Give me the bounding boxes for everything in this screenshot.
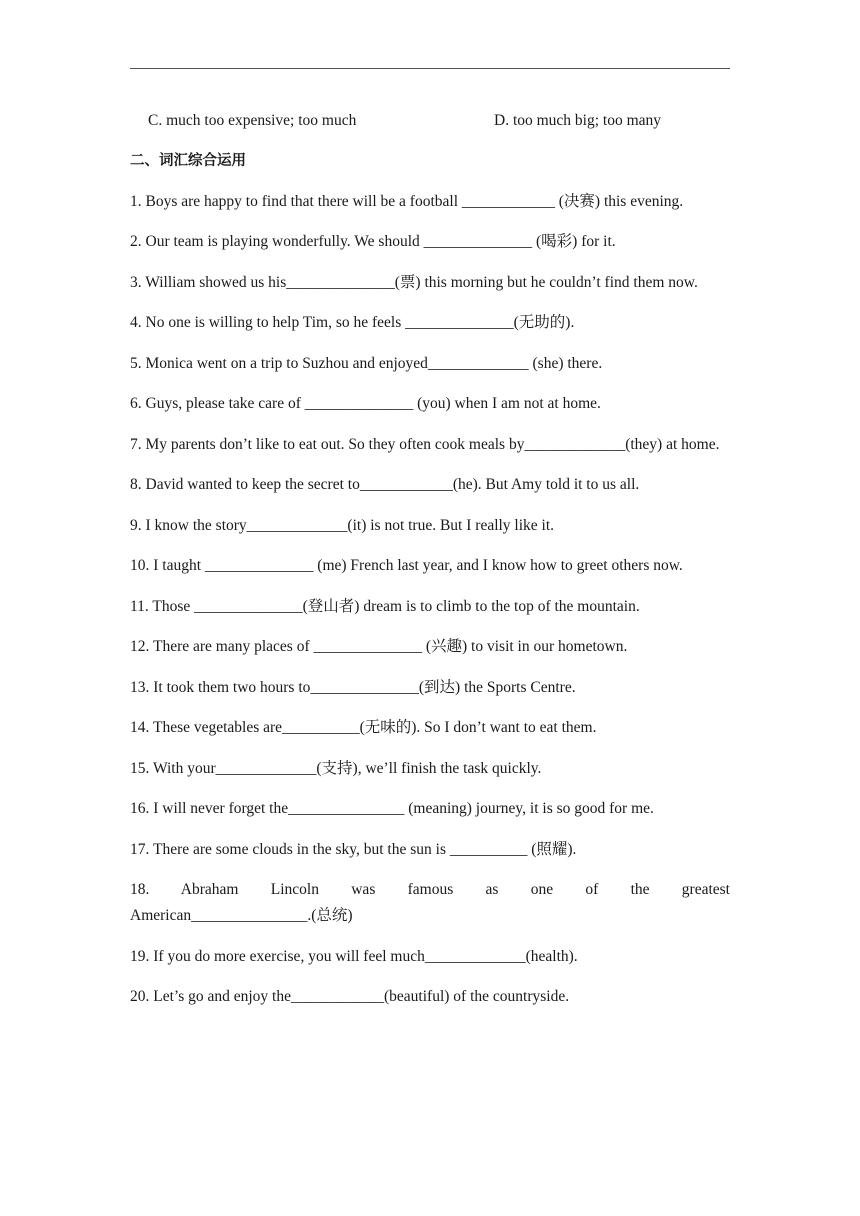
question-17: 17. There are some clouds in the sky, but the sun is __________ (照耀). <box>130 840 577 858</box>
question-5: 5. Monica went on a trip to Suzhou and enjoyed_____________ (she) there. <box>130 354 603 372</box>
question-18-line-1: 18. Abraham Lincoln was famous as one of the greatest <box>130 881 730 898</box>
header-rule <box>130 68 730 69</box>
question-18-line-2: American_______________.(总统) <box>130 907 353 924</box>
question-11: 11. Those ______________(登山者) dream is to climb to the top of the mountain. <box>130 597 640 615</box>
document-body <box>130 108 730 1010</box>
question-1: 1. Boys are happy to find that there will be a football ____________ (决赛) this evening. <box>130 192 684 210</box>
question-9: 9. I know the story_____________(it) is not true. But I really like it. <box>130 516 555 534</box>
question-13: 13. It took them two hours to______________(到达) the Sports Centre. <box>130 678 576 696</box>
question-19: 19. If you do more exercise, you will feel much_____________(health). <box>130 947 578 965</box>
question-7: 7. My parents don’t like to eat out. So they often cook meals by_____________(they) at home. <box>130 435 720 453</box>
question-16: 16. I will never forget the_______________ (meaning) journey, it is so good for me. <box>130 800 654 817</box>
question-10: 10. I taught ______________ (me) French last year, and I know how to greet others now. <box>130 557 683 574</box>
question-3: 3. William showed us his______________(票) this morning but he couldn’t find them now. <box>130 273 698 291</box>
section-title: 二、词汇综合运用 <box>130 153 246 169</box>
question-20: 20. Let’s go and enjoy the____________(beautiful) of the countryside. <box>130 988 570 1005</box>
answer-options-row <box>130 108 730 134</box>
question-6: 6. Guys, please take care of ______________ (you) when I am not at home. <box>130 395 601 412</box>
question-14: 14. These vegetables are__________(无味的). So I don’t want to eat them. <box>130 719 597 736</box>
option-d: D. too much big; too many <box>494 112 662 129</box>
question-2: 2. Our team is playing wonderfully. We should ______________ (喝彩) for it. <box>130 233 616 250</box>
question-12: 12. There are many places of ______________ (兴趣) to visit in our hometown. <box>130 638 628 655</box>
option-c: C. much too expensive; too much <box>148 112 357 129</box>
question-4: 4. No one is willing to help Tim, so he feels ______________(无助的). <box>130 314 575 331</box>
question-8: 8. David wanted to keep the secret to____________(he). But Amy told it to us all. <box>130 476 640 493</box>
question-15: 15. With your_____________(支持), we’ll finish the task quickly. <box>130 759 542 777</box>
